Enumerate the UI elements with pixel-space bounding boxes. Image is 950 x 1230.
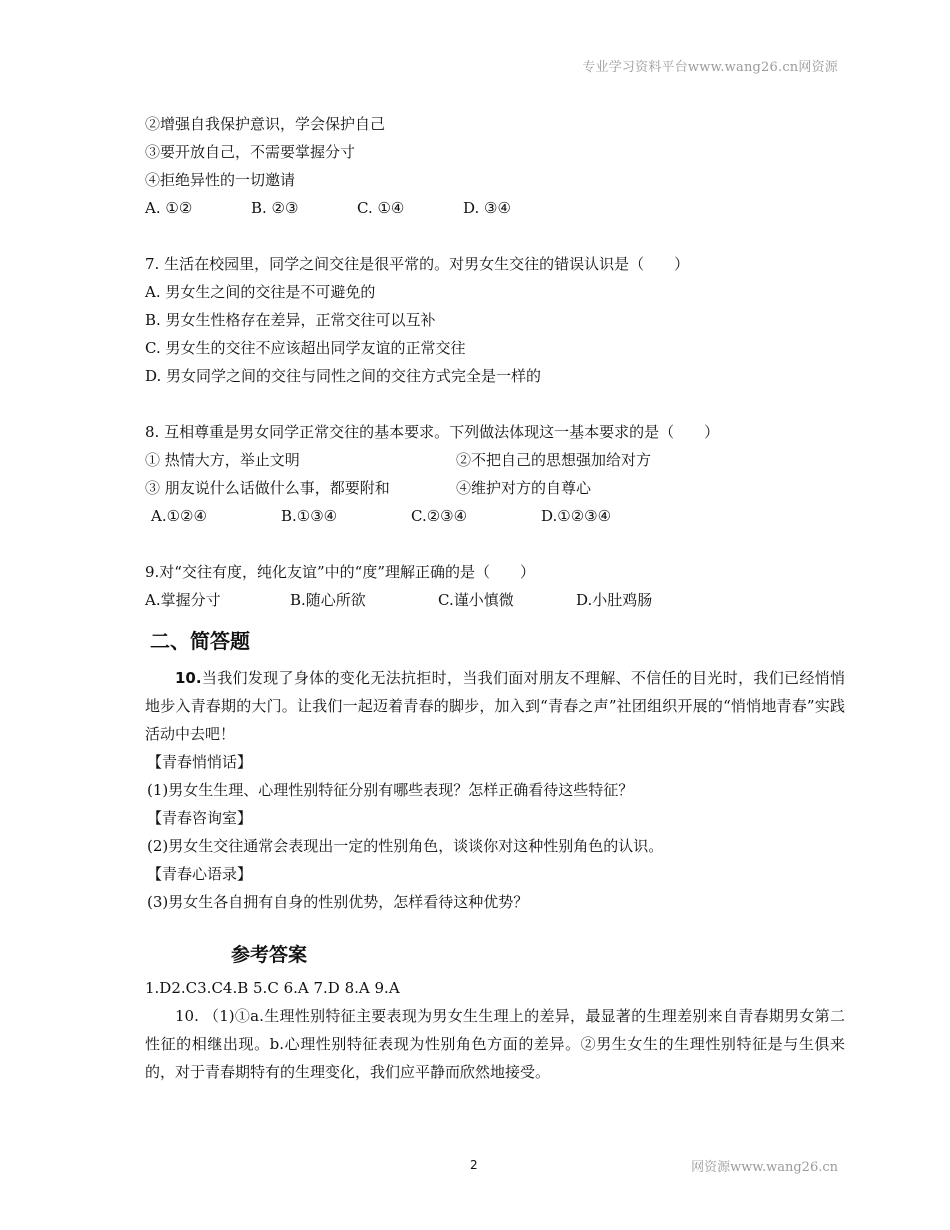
page-header: 专业学习资料平台www.wang26.cn网资源 [582, 60, 838, 75]
q8-items-row-1 [145, 446, 845, 474]
q10-text: 当我们发现了身体的变化无法抗拒时，当我们面对朋友不理解、不信任的目光时，我们已经悄悄地步入青春期的大门。让我们一起迈着青春的脚步，加入到“青春之声”社团组织开展的“悄悄地青春”实践活动中去吧！ [145, 669, 845, 743]
q8-choice-b: B.①③④ [281, 507, 338, 525]
q8-item-2: ②不把自己的思想强加给对方 [456, 451, 652, 469]
q8-choice-a: A.①②④ [151, 507, 207, 525]
document-body [145, 110, 845, 1086]
q9-choice-c: C.谨小慎微 [438, 591, 514, 609]
q8-item-4: ④维护对方的自尊心 [456, 479, 592, 497]
q10-number: 10. [175, 669, 202, 687]
q6-choice-a: A. ①② [145, 199, 193, 217]
page-number: 2 [470, 1158, 478, 1172]
q6-choice-d: D. ③④ [463, 199, 511, 217]
q9-choice-b: B.随心所欲 [290, 591, 366, 609]
answer-q10: 10. （1)①a.生理性别特征主要表现为男女生生理上的差异，最显著的生理差别来自青春期男女第二性征的相继出现。b.心理性别特征表现为性别角色方面的差异。②男生女生的生理性别特征是与生俱来的，对于青春期特有的生理变化，我们应平静而欣然地接受。 [145, 1007, 845, 1081]
q7-option-b: B. 男女生性格存在差异，正常交往可以互补 [145, 311, 436, 329]
q8-item-3: ③ 朋友说什么话做什么事，都要附和 [145, 479, 390, 497]
q6-option-3: ③要开放自己，不需要掌握分寸 [145, 143, 356, 161]
q10-stem [145, 664, 845, 748]
q7-option-d: D. 男女同学之间的交往与同性之间的交往方式完全是一样的 [145, 367, 542, 385]
q6-choice-c: C. ①④ [357, 199, 405, 217]
q8-stem: 8. 互相尊重是男女同学正常交往的基本要求。下列做法体现这一基本要求的是（ ） [145, 423, 720, 441]
q10-heading-1: 【青春悄悄话】 [147, 753, 253, 771]
answer-title: 参考答案 [231, 944, 308, 966]
q8-item-1: ① 热情大方，举止文明 [145, 451, 300, 469]
q9-choice-d: D.小肚鸡肠 [576, 591, 653, 609]
q8-choice-c: C.②③④ [411, 507, 468, 525]
q10-heading-2: 【青春咨询室】 [147, 809, 253, 827]
q9-choices [145, 586, 845, 614]
q6-option-4: ④拒绝异性的一切邀请 [145, 171, 296, 189]
q6-choices [145, 194, 845, 222]
q8-choice-d: D.①②③④ [541, 507, 612, 525]
q10-part-3: (3)男女生各自拥有自身的性别优势，怎样看待这种优势？ [147, 893, 529, 911]
q6-choice-b: B. ②③ [251, 199, 299, 217]
q10-part-2: (2)男女生交往通常会表现出一定的性别角色，谈谈你对这种性别角色的认识。 [147, 837, 664, 855]
q8-items-row-2 [145, 474, 845, 502]
q9-choice-a: A.掌握分寸 [145, 591, 221, 609]
q7-option-a: A. 男女生之间的交往是不可避免的 [145, 283, 376, 301]
q10-part-1: (1)男女生生理、心理性别特征分别有哪些表现？怎样正确看待这些特征？ [147, 781, 634, 799]
q6-option-2: ②增强自我保护意识，学会保护自己 [145, 115, 386, 133]
page-footer: 网资源www.wang26.cn [691, 1160, 838, 1175]
q8-choices [145, 502, 845, 530]
q7-option-c: C. 男女生的交往不应该超出同学友谊的正常交往 [145, 339, 466, 357]
q10-heading-3: 【青春心语录】 [147, 865, 253, 883]
q9-stem: 9.对“交往有度，纯化友谊”中的“度”理解正确的是（ ） [145, 563, 535, 581]
answer-line-1: 1.D2.C3.C4.B 5.C 6.A 7.D 8.A 9.A [145, 979, 400, 997]
section-title: 二、简答题 [150, 629, 250, 653]
q7-stem: 7. 生活在校园里，同学之间交往是很平常的。对男女生交往的错误认识是（ ） [145, 255, 690, 273]
